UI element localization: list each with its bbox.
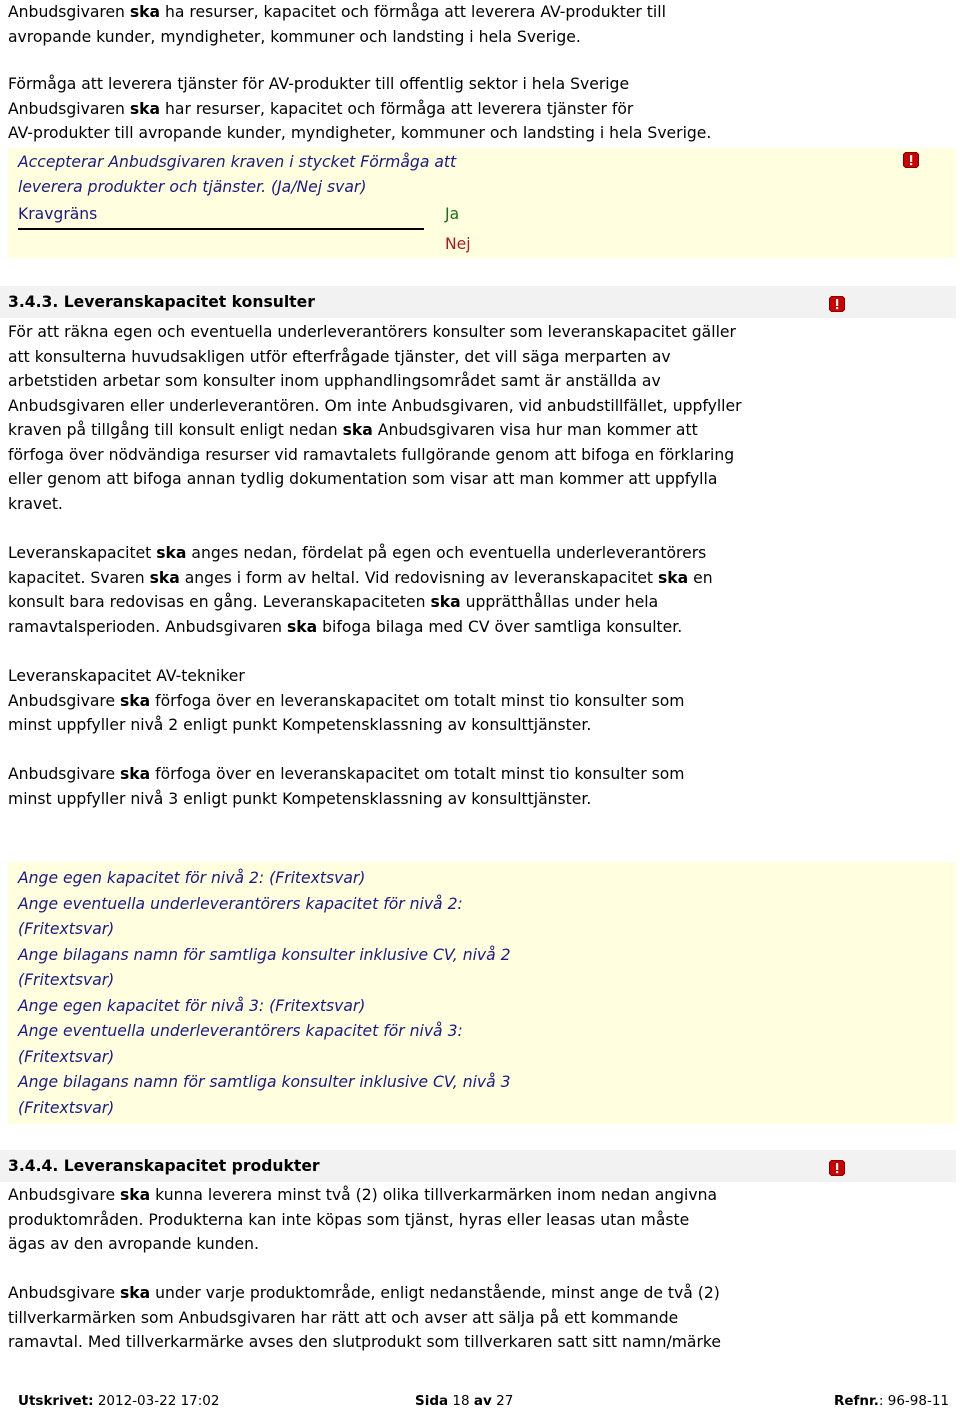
footer-ref: Refnr.: 96-98-11	[834, 1393, 950, 1409]
text-line: kravet.	[8, 494, 63, 513]
kravgrans-label: Kravgräns	[18, 205, 98, 223]
answer-no[interactable]: Nej	[445, 235, 471, 253]
text-line: konsult bara redovisas en gång. Leveranskapaciteten ska upprätthållas under hela	[8, 593, 659, 611]
text-line: ramavtal. Med tillverkarmärke avses den slutprodukt som tillverkaren satt sitt namn/märke	[8, 1333, 721, 1351]
text-line: Leveranskapacitet ska anges nedan, fördelat på egen och eventuella underleverantörers	[8, 544, 707, 562]
text-line: kraven på tillgång till konsult enligt nedan ska Anbudsgivaren visa hur man kommer att	[8, 421, 698, 439]
paragraph-343-3	[8, 664, 685, 738]
text-line: kapacitet. Svaren ska anges i form av heltal. Vid redovisning av leveranskapacitet ska en	[8, 568, 713, 587]
warning-icon	[829, 1160, 845, 1176]
section-header-343	[0, 286, 956, 318]
question-text: Ange egen kapacitet för nivå 3: (Fritextsvar)	[18, 996, 366, 1015]
paragraph-344-1	[8, 1183, 717, 1257]
text-line: ägas av den avropande kunden.	[8, 1235, 259, 1253]
footer-page: Sida 18 av 27	[415, 1393, 514, 1409]
question-text: Ange bilagans namn för samtliga konsulter inklusive CV, nivå 3	[18, 1073, 511, 1091]
question-text: Accepterar Anbudsgivaren kraven i stycket Förmåga att	[18, 153, 457, 171]
intro-paragraph: Anbudsgivaren ska ha resurser, kapacitet och förmåga att leverera AV-produkter till avropande kunder, myndigheter, kommuner och landsting i hela Sverige.	[8, 3, 666, 46]
question-box-kapacitet	[8, 862, 956, 1124]
text-line: arbetstiden arbetar som konsulter inom upphandlingsområdet samt är anställda av	[8, 372, 661, 390]
text-line: Leveranskapacitet AV-tekniker	[8, 667, 245, 685]
paragraph-343-2	[8, 541, 713, 639]
answer-yes[interactable]: Ja	[445, 205, 460, 223]
question-text: Ange bilagans namn för samtliga konsulter inklusive CV, nivå 2	[18, 945, 511, 964]
text-line: ramavtalsperioden. Anbudsgivaren ska bifoga bilaga med CV över samtliga konsulter.	[8, 617, 683, 636]
text-line: Anbudsgivare ska kunna leverera minst två (2) olika tillverkarmärken inom nedan angivna	[8, 1186, 718, 1204]
text-line: Anbudsgivare ska förfoga över en leveranskapacitet om totalt minst tio konsulter som	[8, 691, 685, 710]
question-text: (Fritextsvar)	[18, 1047, 115, 1066]
text-line: förfoga över nödvändiga resurser vid ramavtalets fullgörande genom att bifoga en förklaring	[8, 445, 735, 464]
paragraph-344-2	[8, 1281, 721, 1355]
question-box-formaga	[8, 148, 956, 258]
question-text: leverera produkter och tjänster. (Ja/Nej svar)	[18, 177, 367, 196]
text-line: produktområden. Produkterna kan inte köpas som tjänst, hyras eller leasas utan måste	[8, 1210, 690, 1229]
paragraph-343-4	[8, 762, 685, 811]
section-title: 3.4.3. Leveranskapacitet konsulter	[8, 293, 315, 311]
question-text: Ange eventuella underleverantörers kapacitet för nivå 2:	[18, 894, 463, 913]
text-line: minst uppfyller nivå 2 enligt punkt Kompetensklassning av konsulttjänster.	[8, 716, 592, 734]
text-line: För att räkna egen och eventuella underleverantörers konsulter som leveranskapacitet gäller	[8, 323, 736, 341]
text-line: Anbudsgivare ska under varje produktområde, enligt nedanstående, minst ange de två (2)	[8, 1284, 720, 1302]
section-title: 3.4.4. Leveranskapacitet produkter	[8, 1157, 320, 1175]
text-line: tillverkarmärken som Anbudsgivaren har rätt att och avser att sälja på ett kommande	[8, 1308, 679, 1327]
question-text: Ange eventuella underleverantörers kapacitet för nivå 3:	[18, 1022, 463, 1040]
text-line: att konsulterna huvudsakligen utför efterfrågade tjänster, det vill säga merparten av	[8, 347, 671, 366]
question-text: Ange egen kapacitet för nivå 2: (Fritextsvar)	[18, 869, 366, 887]
footer-printed: Utskrivet: 2012-03-22 17:02	[18, 1393, 220, 1409]
question-text: (Fritextsvar)	[18, 920, 115, 938]
warning-icon	[903, 152, 919, 168]
divider	[18, 228, 424, 230]
text-line: eller genom att bifoga annan tydlig dokumentation som visar att man kommer att uppfylla	[8, 470, 718, 488]
formaga-paragraph: Förmåga att leverera tjänster för AV-produkter till offentlig sektor i hela Sverige Anbudsgivaren ska har resurser, kapacitet och förmåga att leverera tjänster för AV-produkter till avropande kunder, myndigheter, kommuner och landsting i hela Sverige.	[8, 75, 712, 142]
text-line: minst uppfyller nivå 3 enligt punkt Kompetensklassning av konsulttjänster.	[8, 789, 592, 808]
section-header-344	[0, 1150, 956, 1182]
text-line: Anbudsgivare ska förfoga över en leveranskapacitet om totalt minst tio konsulter som	[8, 765, 685, 783]
warning-icon	[829, 296, 845, 312]
text-line: Anbudsgivaren eller underleverantören. Om inte Anbudsgivaren, vid anbudstillfället, uppfyller	[8, 396, 742, 415]
question-text: (Fritextsvar)	[18, 1098, 115, 1117]
question-text: (Fritextsvar)	[18, 971, 115, 989]
paragraph-343-1	[8, 320, 742, 516]
